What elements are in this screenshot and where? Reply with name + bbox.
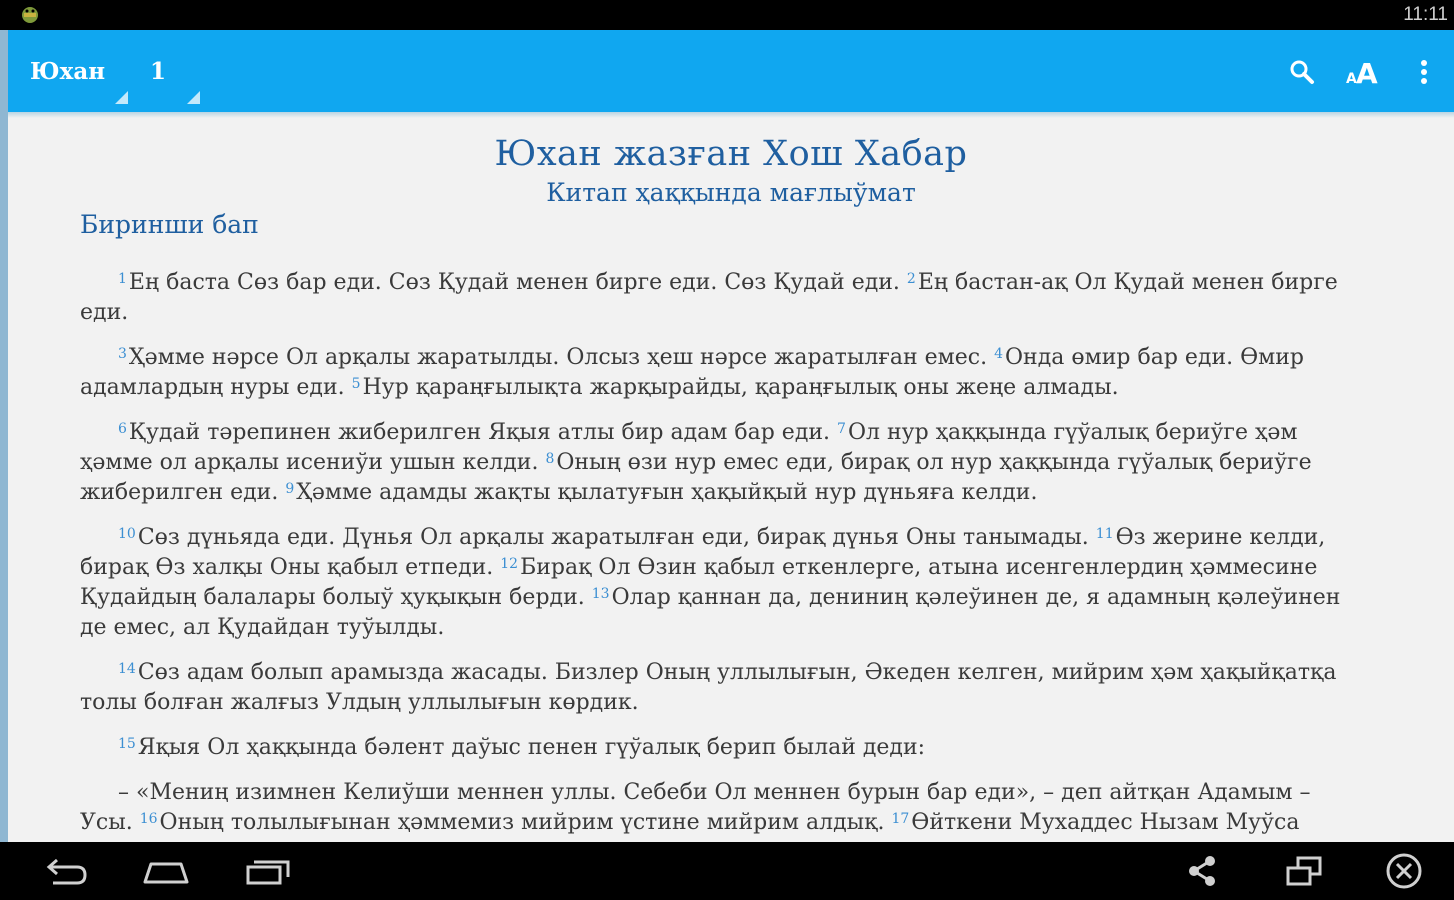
svg-text:A: A [1346, 71, 1357, 86]
verse-text: Бирақ Ол Өзин қабыл еткенлерге, атына исенгенлердиң ҳәммесине Қудайдың балалары болыў ҳуқықын берди. [80, 555, 1318, 610]
verse-number[interactable]: 17 [891, 811, 910, 827]
verse-paragraph [80, 268, 1370, 328]
chapter-text [80, 268, 1370, 842]
share-icon [1185, 854, 1219, 888]
action-bar [8, 30, 1454, 112]
book-selector[interactable] [30, 30, 128, 112]
verse-number[interactable]: 6 [118, 421, 127, 437]
verse-text: Өз жерине келди, бирақ Өз халқы Оны қабыл етпеди. [80, 525, 1326, 580]
left-edge [0, 30, 8, 842]
verse-text: Ең бастан-ақ Ол Қудай менен бирге еди. [80, 270, 1338, 325]
verse-number[interactable]: 5 [351, 376, 361, 392]
home-button[interactable] [136, 851, 196, 891]
verse-text: Оның өзи нур емес еди, бирақ ол нур ҳаққында гүўалық бериўге жиберилген еди. [80, 450, 1312, 505]
verse-number[interactable]: 14 [118, 661, 136, 677]
close-button[interactable] [1374, 851, 1434, 891]
verse-paragraph [80, 343, 1370, 403]
chapter-number: 1 [150, 57, 167, 85]
recent-apps-button[interactable] [238, 851, 298, 891]
verse-number[interactable]: 8 [545, 451, 555, 467]
verse-text: Олар қаннан да, дениниң қәлеўинен де, я адамның қәлеўинен де емес, ал Қудайдан туўылды. [80, 585, 1341, 640]
verse-paragraph [80, 733, 1370, 763]
back-button[interactable] [36, 851, 96, 891]
recent-apps-icon [244, 856, 292, 886]
search-button[interactable] [1280, 50, 1324, 94]
navigation-bar [0, 842, 1454, 900]
verse-number[interactable]: 10 [118, 526, 136, 542]
spinner-indicator-icon [115, 91, 128, 104]
verse-number[interactable]: 11 [1095, 526, 1114, 542]
verse-number[interactable]: 15 [118, 736, 136, 752]
text-size-button[interactable] [1340, 50, 1384, 94]
book-info-link[interactable]: Китап ҳаққында мағлыўмат [546, 178, 916, 207]
verse-text: Ҳәмме нәрсе Ол арқалы жаратылды. Олсыз ҳеш нәрсе жаратылған емес. [128, 345, 995, 370]
verse-text: Сөз адам болып арамызда жасады. Бизлер Оның уллылығын, Әкеден келген, мийрим ҳәм ҳақыйқатқа толы болған жалғыз Улдың уллылығын көрдик. [80, 660, 1337, 715]
verse-number[interactable]: 2 [906, 271, 916, 287]
overflow-menu-icon [1420, 59, 1428, 85]
reading-pane[interactable] [8, 112, 1454, 842]
verse-text: Сөз дүньяда еди. Дүнья Ол арқалы жаратылған еди, бирақ дүнья Оны танымады. [137, 525, 1096, 550]
verse-text: – «Мениң изимнен Келиўши меннен уллы. Себеби Ол меннен бурын бар еди», – деп айтқан Адамым – Усы. [80, 780, 1311, 835]
verse-number[interactable]: 9 [285, 481, 295, 497]
text-size-icon [1345, 58, 1379, 86]
verse-text: Ең баста Сөз бар еди. Сөз Қудай менен бирге еди. Сөз Қудай еди. [128, 270, 907, 295]
close-icon [1385, 852, 1423, 890]
status-time: 11:11 [1403, 4, 1448, 25]
verse-number[interactable]: 16 [139, 811, 158, 827]
action-bar-shadow [8, 112, 1454, 118]
chapter-heading: Биринши бап [80, 210, 259, 239]
spinner-indicator-icon [187, 91, 200, 104]
verse-number[interactable]: 1 [118, 271, 127, 287]
svg-text:A: A [1356, 58, 1378, 86]
verse-text: Өйткени Мухаддес Нызам Муўса [911, 810, 1300, 835]
screen-rotate-icon [1284, 855, 1324, 887]
verse-text: Ҳәмме адамды жақты қылатуғын ҳақыйқый нур дүньяға келди. [296, 480, 1038, 505]
verse-text: Онда өмир бар еди. Өмир адамлардың нуры еди. [80, 345, 1305, 400]
verse-paragraph [80, 523, 1370, 643]
verse-number[interactable]: 7 [837, 421, 846, 437]
chapter-selector[interactable] [148, 30, 200, 112]
verse-text: Яқыя Ол ҳаққында бәлент даўыс пенен гүўалық берип былай деди: [137, 735, 926, 760]
book-name: Юхан [30, 57, 106, 85]
verse-text: Қудай тәрепинен жиберилген Яқыя атлы бир адам бар еди. [128, 420, 838, 445]
status-bar [0, 0, 1454, 30]
book-title: Юхан жазған Хош Хабар [494, 134, 968, 174]
verse-number[interactable]: 4 [994, 346, 1004, 362]
search-icon [1289, 59, 1315, 85]
android-notification-icon [18, 4, 42, 26]
verse-text: Нур қараңғылықта жарқырайды, қараңғылық оны жеңе алмады. [362, 375, 1119, 400]
screen-rotate-button[interactable] [1274, 851, 1334, 891]
back-icon [43, 856, 89, 886]
verse-number[interactable]: 13 [591, 586, 610, 602]
verse-number[interactable]: 3 [118, 346, 127, 362]
verse-text: Ол нур ҳаққында гүўалық бериўге ҳәм ҳәмме ол арқалы исениўи ушын келди. [80, 420, 1298, 475]
verse-paragraph [80, 418, 1370, 508]
verse-paragraph [80, 658, 1370, 718]
verse-text: Оның толылығынан ҳәммемиз мийрим үстине мийрим алдық. [159, 810, 892, 835]
share-button[interactable] [1172, 851, 1232, 891]
verse-number[interactable]: 12 [500, 556, 519, 572]
verse-paragraph [80, 778, 1370, 838]
home-icon [141, 856, 191, 886]
overflow-menu-button[interactable] [1402, 50, 1446, 94]
